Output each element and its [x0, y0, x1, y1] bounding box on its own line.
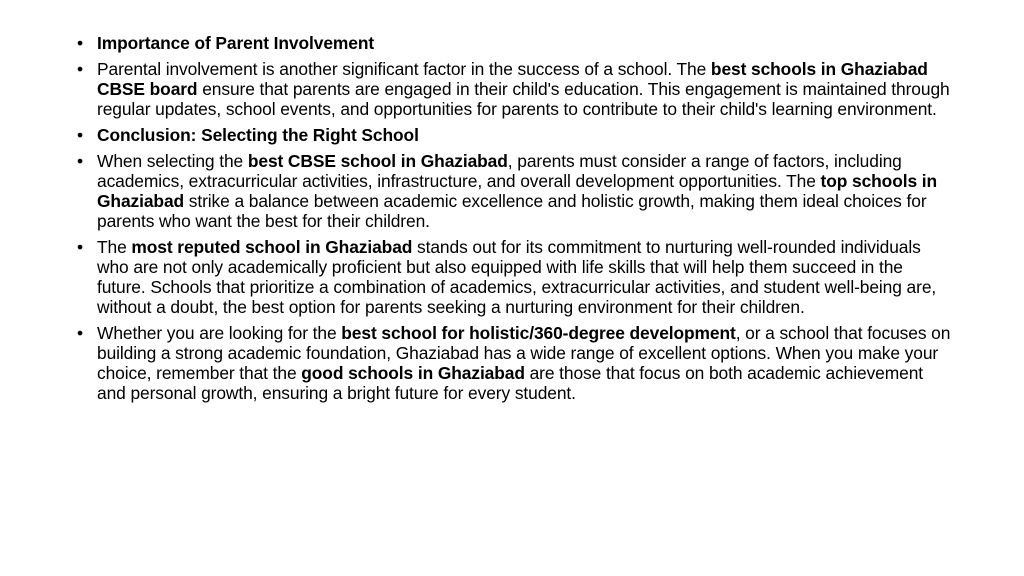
bullet-dot-icon: • [77, 33, 83, 53]
text-segment: , parents must consider a range of factors, including academics, extracurricular activities, infrastructure, and overall development opportunities. The [97, 151, 902, 191]
bold-text-segment: most reputed school in Ghaziabad [131, 237, 413, 257]
text-segment: Parental involvement is another significant factor in the success of a school. The [97, 59, 711, 79]
bullet-dot-icon: • [77, 151, 83, 171]
bullet-item [76, 33, 956, 53]
text-segment: , or a school that focuses on building a strong academic foundation, Ghaziabad has a wide range of excellent options. When you make your choice, remember that the [97, 323, 951, 383]
text-segment: are those that focus on both academic achievement and personal growth, ensuring a bright future for every student. [97, 363, 924, 403]
bullet-item [76, 237, 956, 317]
text-segment: The [97, 237, 132, 257]
bullet-dot-icon: • [77, 125, 83, 145]
text-segment: strike a balance between academic excellence and holistic growth, making them ideal choices for parents who want the best for their children. [97, 191, 927, 231]
bold-text-segment: best school for holistic/360-degree development [341, 323, 736, 343]
bullet-item [76, 125, 956, 145]
bullet-dot-icon: • [77, 237, 83, 257]
bullet-list [76, 33, 956, 409]
bullet-item [76, 323, 956, 403]
bullet-item [76, 59, 956, 119]
bold-text-segment: good schools in Ghaziabad [301, 363, 525, 383]
bullet-item [76, 151, 956, 231]
text-segment: When selecting the [97, 151, 248, 171]
text-segment: stands out for its commitment to nurturing well-rounded individuals who are not only academically proficient but also equipped with life skills that will help them succeed in the future. Schools that prioritize a combination of academics, extracurricular activities, and student well-being are, without a doubt, the best option for parents seeking a nurturing environment for their children. [97, 237, 937, 317]
bold-text-segment: top schools in Ghaziabad [97, 171, 938, 211]
text-segment: ensure that parents are engaged in their child's education. This engagement is maintained through regular updates, school events, and opportunities for parents to contribute to their child's learning environment. [97, 79, 950, 119]
bold-text-segment: best schools in Ghaziabad CBSE board [97, 59, 928, 99]
bold-text-segment: Importance of Parent Involvement [97, 33, 375, 53]
bullet-dot-icon: • [77, 59, 83, 79]
bullet-dot-icon: • [77, 323, 83, 343]
bold-text-segment: best CBSE school in Ghaziabad [247, 151, 508, 171]
bold-text-segment: Conclusion: Selecting the Right School [97, 125, 419, 145]
text-segment: Whether you are looking for the [97, 323, 342, 343]
